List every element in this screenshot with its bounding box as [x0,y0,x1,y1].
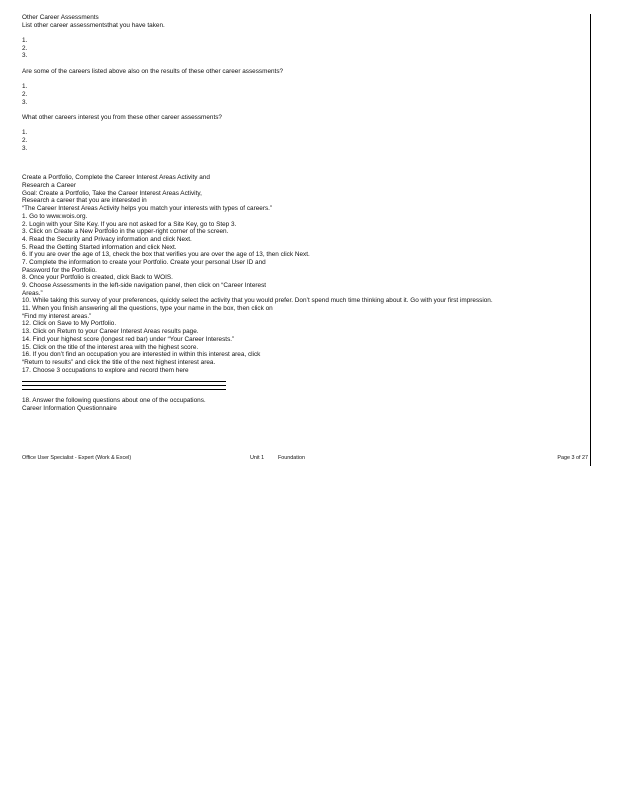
instruction-line: Password for the Portfolio. [22,266,97,274]
list-item: 1. [22,129,28,137]
list-item: 2. [22,137,28,144]
list-item: 2. [22,44,28,52]
list-item: 3. [22,52,28,60]
instruction-line: “The Career Interest Areas Activity helps you match your interests with types of careers.” [22,205,273,213]
instruction-line: Areas.” [22,289,43,297]
instruction-line: 17. Choose 3 occupations to explore and record them here [22,366,189,374]
instruction-line: 16. If you don’t find an occupation you are interested in within this interest area, click [22,351,261,359]
instruction-line: 4. Read the Security and Privacy information and click Next. [22,235,192,243]
footer-course-title: Office User Specialist - Expert (Work & Excel) [22,455,132,461]
footer-unit-name: Foundation [278,455,305,461]
instruction-line: 13. Click on Return to your Career Interest Areas results page. [22,328,199,336]
answer-line [22,389,226,390]
footer-page-number: Page 3 of 27 [557,455,588,461]
instruction-line: Research a career that you are interested in [22,197,147,205]
list-item: 2. [22,90,28,98]
list-item: 3. [22,98,28,106]
section-instruction: List other career assessmentsthat you have taken. [22,21,165,29]
instruction-line: Create a Portfolio, Complete the Career Interest Areas Activity and [22,174,210,182]
activity-instructions [22,174,582,374]
instruction-line: 5. Read the Getting Started information and click Next. [22,243,177,251]
section-title: Other Career Assessments [22,14,99,21]
list-item: 1. [22,37,28,45]
instruction-line: 9. Choose Assessments in the left-side navigation panel, then click on “Career Interest [22,282,267,289]
page-footer [22,453,588,463]
instruction-line: 7. Complete the information to create your Portfolio. Create your personal User ID and [22,258,266,266]
instruction-line: 11. When you finish answering all the questions, type your name in the box, then click on [22,305,273,313]
instruction-line: “Find my interest areas.” [22,312,92,320]
instruction-line: 1. Go to www.wois.org. [22,212,88,220]
instruction-line: 2. Login with your Site Key. If you are not asked for a Site Key, go to Step 3. [22,220,237,228]
list-item: 3. [22,144,28,152]
instruction-line: 12. Click on Save to My Portfolio. [22,320,117,328]
footer-unit: Unit 1 [250,455,265,461]
step-text: 18. Answer the following questions about one of the occupations. [22,397,206,405]
list-item: 1. [22,83,28,91]
questionnaire-title: Career Information Questionnaire [22,404,117,412]
instruction-line: Research a Career [22,182,76,190]
instruction-line: 8. Once your Portfolio is created, click Back to WOIS. [22,274,173,282]
instruction-line: 15. Click on the title of the interest area with the highest score. [22,343,199,351]
instruction-line: 6. If you are over the age of 13, check the box that verifies you are over the age of 13, then click Next. [22,251,310,259]
instruction-line: Goal: Create a Portfolio, Take the Career Interest Areas Activity, [22,189,202,197]
page-content [22,14,582,413]
instruction-line: 14. Find your highest score (longest red bar) under “Your Career Interests.” [22,335,235,343]
instruction-line: 3. Click on Create a New Portfolio in the upper-right corner of the screen. [22,228,229,236]
instruction-line: 10. While taking this survey of your preferences, quickly select the activity that you would prefer. Don’t spend much time thinking about it. Go with your first impression. [22,297,493,305]
answer-line [22,381,226,382]
answer-line [22,385,226,386]
question-text: What other careers interest you from these other career assessments? [22,113,222,121]
right-margin-rule [590,14,591,466]
instruction-line: “Return to results” and click the title of the next highest interest area. [22,358,216,366]
question-text: Are some of the careers listed above also on the results of these other career assessments? [22,67,284,75]
